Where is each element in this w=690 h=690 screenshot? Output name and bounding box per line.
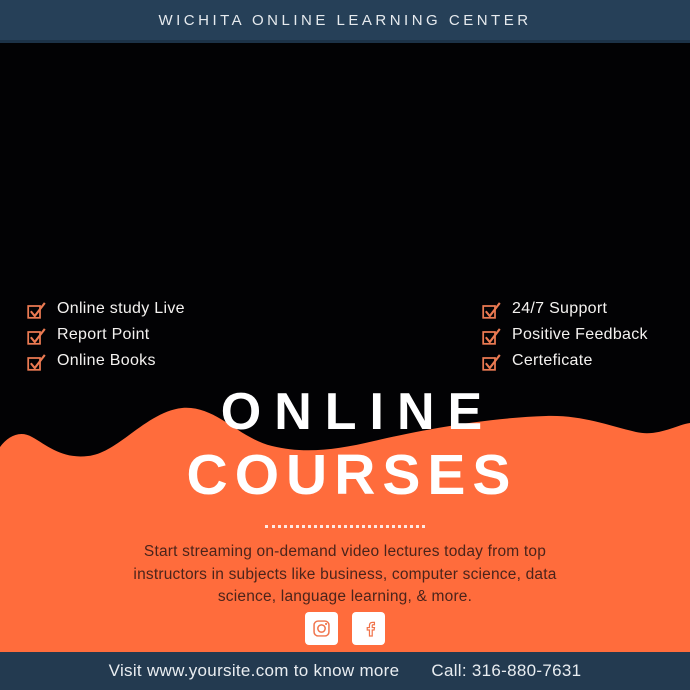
facebook-button[interactable] bbox=[352, 612, 385, 645]
feature-list-right bbox=[481, 296, 648, 374]
feature-label: 24/7 Support bbox=[512, 300, 608, 317]
footer-bar bbox=[0, 652, 690, 690]
description-line: science, language learning, & more. bbox=[217, 588, 473, 605]
brand-title: WICHITA ONLINE LEARNING CENTER bbox=[158, 11, 532, 29]
dotted-divider bbox=[265, 525, 425, 528]
main-title-line2: COURSES bbox=[186, 443, 518, 507]
footer-call-text[interactable]: Call: 316-880-7631 bbox=[431, 661, 582, 680]
top-banner bbox=[0, 0, 690, 43]
list-item bbox=[26, 322, 185, 348]
footer-visit-text[interactable]: Visit www.yoursite.com to know more bbox=[108, 661, 400, 680]
description-text bbox=[95, 541, 595, 609]
list-item bbox=[26, 296, 185, 322]
feature-label: Report Point bbox=[57, 326, 150, 343]
feature-label: Online Books bbox=[57, 352, 156, 369]
instagram-button[interactable] bbox=[305, 612, 338, 645]
list-item bbox=[481, 348, 648, 374]
checkbox-check-icon bbox=[481, 325, 502, 346]
main-title-line1: ONLINE bbox=[220, 383, 496, 441]
checkbox-check-icon bbox=[26, 299, 47, 320]
feature-label: Online study Live bbox=[57, 300, 185, 317]
list-item bbox=[26, 348, 185, 374]
feature-label: Certeficate bbox=[512, 352, 593, 369]
description-line: Start streaming on-demand video lectures today from top bbox=[143, 543, 547, 560]
list-item bbox=[481, 296, 648, 322]
social-icons-row bbox=[0, 612, 690, 645]
facebook-icon bbox=[359, 619, 378, 638]
list-item bbox=[481, 322, 648, 348]
checkbox-check-icon bbox=[481, 299, 502, 320]
checkbox-check-icon bbox=[26, 325, 47, 346]
checkbox-check-icon bbox=[26, 351, 47, 372]
instagram-icon bbox=[311, 618, 332, 639]
feature-label: Positive Feedback bbox=[512, 326, 648, 343]
description-line: instructors in subjects like business, computer science, data bbox=[133, 565, 557, 583]
feature-list-left bbox=[26, 296, 185, 374]
checkbox-check-icon bbox=[481, 351, 502, 372]
